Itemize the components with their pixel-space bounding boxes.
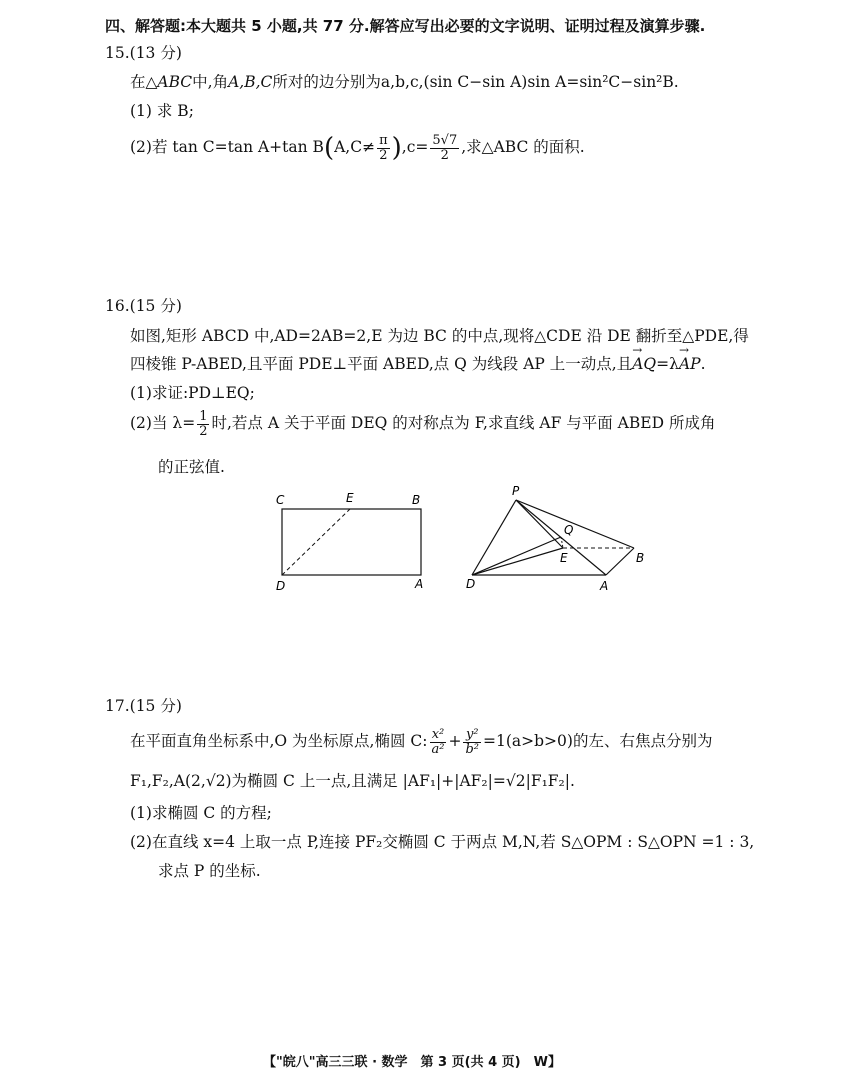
edge-ab <box>606 548 634 575</box>
q15-pi-num: π <box>379 132 388 148</box>
q17-part1: (1)求椭圆 C 的方程; <box>130 804 272 822</box>
q15-stem-b: ABC <box>157 73 193 91</box>
figure-pyramid <box>458 480 658 598</box>
q16-part2-b: 时,若点 A 关于平面 DEQ 的对称点为 F,求直线 AF 与平面 ABED 所成角 <box>211 414 716 433</box>
label-d: D <box>276 579 286 593</box>
q16-line2 <box>130 352 706 374</box>
figure-rectangle <box>262 484 452 594</box>
section-header: 四、解答题:本大题共 5 小题,共 77 分.解答应写出必要的文字说明、证明过程及演算步骤. <box>105 17 706 35</box>
q15-c-den: 2 <box>440 147 449 163</box>
edge-dq <box>472 537 561 575</box>
label-q: Q <box>564 523 574 537</box>
q15-stem-c: 中,角 <box>192 73 229 91</box>
page-footer: 【"皖八"高三三联 · 数学 第 3 页(共 4 页) W】 <box>263 1055 561 1070</box>
q15-part2-d: ,求△ABC 的面积. <box>461 138 585 156</box>
label-b2: B <box>636 551 645 565</box>
q17-line2: F₁,F₂,A(2,√2)为椭圆 C 上一点,且满足 |AF₁|+|AF₂|=√2|F₁F₂|. <box>130 772 575 790</box>
q17-part2: (2)在直线 x=4 上取一点 P,连接 PF₂交椭圆 C 于两点 M,N,若 S△OPM : S△OPN =1 : 3, <box>130 833 755 851</box>
q17-number: 17.(15 分) <box>105 697 182 715</box>
q15-stem <box>130 70 679 92</box>
q17-y-frac <box>463 728 481 756</box>
q15-paren-close: ) <box>391 133 402 163</box>
q17-line1-a: 在平面直角坐标系中,O 为坐标原点,椭圆 C: <box>130 732 428 751</box>
q16-vector-ap: → AP <box>679 355 701 373</box>
label-c: C <box>276 493 285 507</box>
label-a: A <box>415 577 424 591</box>
q15-stem-d: A,B,C <box>228 73 273 91</box>
q15-stem-e: 所对的边分别为 <box>272 73 381 91</box>
q16-part2 <box>130 410 715 438</box>
q15-pi-den: 2 <box>379 147 388 163</box>
q17-y-num: y² <box>463 728 481 743</box>
q17-x-frac <box>430 728 447 756</box>
q17-x-den: a² <box>431 741 445 757</box>
q16-lambda-frac <box>197 410 209 438</box>
q17-line1-b: =1(a>b>0)的左、右焦点分别为 <box>483 732 713 751</box>
label-e2: E <box>560 551 568 565</box>
q16-part2-a: (2)当 λ= <box>130 414 196 433</box>
edge-pb <box>516 500 634 548</box>
q16-lambda-num: 1 <box>199 409 208 424</box>
q16-line1: 如图,矩形 ABCD 中,AD=2AB=2,E 为边 BC 的中点,现将△CDE 沿 DE 翻折至△PDE,得 <box>130 327 749 345</box>
q17-part2-continued: 求点 P 的坐标. <box>158 862 261 880</box>
q16-line2-a: 四棱锥 P-ABED,且平面 PDE⊥平面 ABED,点 Q 为线段 AP 上一动点,且 <box>130 355 633 373</box>
rect-abcd <box>282 509 421 575</box>
q17-x-num: x² <box>430 728 447 743</box>
label-d2: D <box>466 577 476 591</box>
label-e: E <box>346 491 354 505</box>
q15-stem-a: 在△ <box>130 73 158 91</box>
label-p: P <box>512 484 520 498</box>
q15-part2-a: (2)若 tan C=tan A+tan B <box>130 138 324 156</box>
q15-number: 15.(13 分) <box>105 44 182 62</box>
q15-part2-c: ,c= <box>401 138 429 156</box>
q15-c-frac <box>430 134 459 162</box>
label-b: B <box>412 493 421 507</box>
q16-line2-eq: =λ <box>656 355 679 373</box>
q15-stem-f: a,b,c,(sin C−sin A)sin A=sin²C−sin²B. <box>380 73 679 91</box>
q16-lambda-den: 2 <box>199 423 208 439</box>
q17-line1 <box>130 728 712 756</box>
q16-part1: (1)求证:PD⊥EQ; <box>130 384 255 402</box>
dashed-de <box>282 509 350 575</box>
q15-pi-frac <box>377 134 390 162</box>
q15-part1: (1) 求 B; <box>130 102 194 120</box>
q16-line2-end: . <box>700 355 706 373</box>
q15-part2 <box>130 133 585 163</box>
q15-paren-open: ( <box>323 133 335 163</box>
q15-part2-b: A,C≠ <box>334 138 376 156</box>
edge-pe <box>516 500 563 548</box>
q16-number: 16.(15 分) <box>105 297 182 315</box>
q15-c-num: 5√7 <box>432 132 458 148</box>
q16-part2-continued: 的正弦值. <box>158 458 225 476</box>
q17-y-den: b² <box>465 741 480 757</box>
label-a2: A <box>600 579 609 593</box>
q16-vector-aq: → AQ <box>632 355 656 373</box>
q17-plus: + <box>448 732 462 751</box>
